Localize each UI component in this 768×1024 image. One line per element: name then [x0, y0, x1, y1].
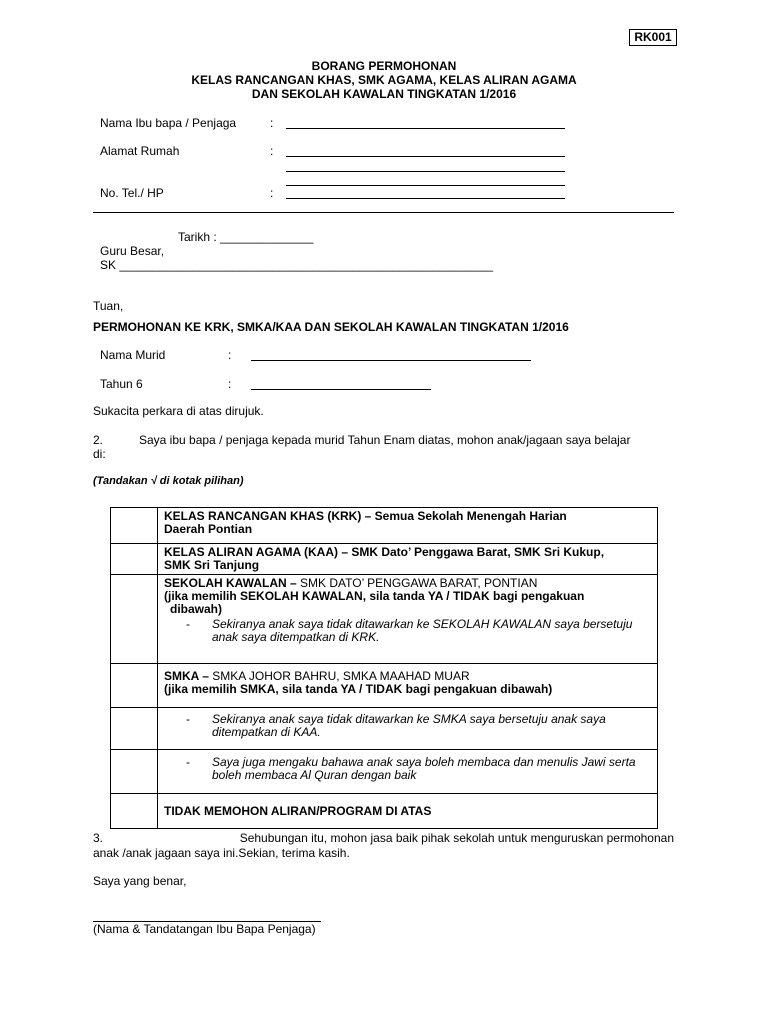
option-row-smka-declaration-1 [111, 708, 658, 750]
paragraph-2-number: 2. [93, 433, 104, 447]
option-sekolah-kawalan [158, 575, 658, 664]
addressee-line2: SK ________________________________________________________ [100, 258, 494, 272]
paragraph-2-continuation: di: [93, 447, 106, 461]
date-label: Tarikh : ______________ [178, 230, 314, 244]
option-kaa-title: KELAS ALIRAN AGAMA (KAA) – SMK Dato’ Penggawa Barat, SMK Sri Kukup, [164, 545, 605, 559]
smka-declaration-1-content [164, 713, 651, 739]
smka-declaration-2-content [164, 756, 651, 782]
checkbox-smka-declaration-2[interactable] [111, 750, 158, 794]
option-row-smka [111, 664, 658, 708]
address-label: Alamat Rumah [100, 144, 180, 158]
options-table [110, 507, 658, 829]
colon: : [270, 116, 274, 130]
smka-declaration-2 [158, 750, 658, 794]
bullet-dash: - [186, 755, 190, 769]
option-row-smka-declaration-2 [111, 750, 658, 794]
option-sekolah-kawalan-label: SEKOLAH KAWALAN – [164, 576, 297, 590]
colon: : [228, 377, 232, 391]
option-not-applying [158, 794, 658, 829]
sekolah-kawalan-declaration [164, 618, 651, 644]
paragraph-2-text: Saya ibu bapa / penjaga kepada murid Tahun Enam diatas, mohon anak/jagaan saya belajar [139, 433, 631, 447]
option-smka-schools: SMKA JOHOR BAHRU, SMKA MAAHAD MUAR [208, 669, 470, 683]
option-row-krk [111, 508, 658, 544]
signature-caption: (Nama & Tandatangan Ibu Bapa Penjaga) [93, 922, 316, 936]
checkbox-not-applying[interactable] [111, 794, 158, 829]
option-sekolah-kawalan-schools: SMK DATO’ PENGGAWA BARAT, PONTIAN [296, 576, 538, 590]
address-field-line1[interactable] [286, 156, 565, 157]
salutation: Tuan, [93, 299, 124, 313]
form-title-line2: KELAS RANCANGAN KHAS, SMK AGAMA, KELAS ALIRAN AGAMA [191, 73, 577, 87]
checkbox-sekolah-kawalan[interactable] [111, 575, 158, 664]
paragraph-1: Sukacita perkara di atas dirujuk. [93, 404, 264, 418]
student-name-field[interactable] [251, 360, 531, 361]
address-field-line2[interactable] [286, 171, 565, 172]
checkbox-krk[interactable] [111, 508, 158, 544]
option-sekolah-kawalan-condition-cont: dibawah) [170, 602, 223, 616]
colon: : [270, 186, 274, 200]
option-sekolah-kawalan-condition: (jika memilih SEKOLAH KAWALAN, sila tanda YA / TIDAK bagi pengakuan [164, 589, 585, 603]
option-row-not-applying [111, 794, 658, 829]
smka-declaration-1 [158, 708, 658, 750]
year-label: Tahun 6 [100, 377, 143, 391]
option-kaa-line2: SMK Sri Tanjung [164, 558, 260, 572]
form-title-line3: DAN SEKOLAH KAWALAN TINGKATAN 1/2016 [251, 87, 517, 101]
phone-field[interactable] [286, 198, 565, 199]
option-row-kaa [111, 544, 658, 575]
option-krk-title: KELAS RANCANGAN KHAS (KRK) – Semua Sekolah Menengah Harian [164, 509, 567, 523]
parent-name-label: Nama Ibu bapa / Penjaga [100, 116, 237, 130]
option-not-applying-text: TIDAK MEMOHON ALIRAN/PROGRAM DI ATAS [164, 803, 432, 818]
sign-off: Saya yang benar, [93, 874, 187, 888]
colon: : [270, 144, 274, 158]
paragraph-3-number: 3. [93, 831, 104, 845]
colon: : [228, 348, 232, 362]
parent-name-field[interactable] [286, 128, 565, 129]
option-row-sekolah-kawalan [111, 575, 658, 664]
addressee-line1: Guru Besar, [100, 244, 165, 258]
checkbox-smka[interactable] [111, 664, 158, 708]
smka-declaration-2-text: Saya juga mengaku bahawa anak saya boleh membaca dan menulis Jawi serta boleh membaca Al Quran dengan baik [212, 755, 636, 782]
form-title-line1: BORANG PERMOHONAN [311, 59, 457, 73]
checkbox-kaa[interactable] [111, 544, 158, 575]
tick-instruction: (Tandakan √ di kotak pilihan) [93, 475, 244, 487]
paragraph-3-text: Sehubungan itu, mohon jasa baik pihak sekolah untuk menguruskan permohonan [239, 831, 674, 845]
option-krk-line2: Daerah Pontian [164, 522, 253, 536]
student-name-label: Nama Murid [100, 348, 166, 362]
year-field[interactable] [251, 389, 431, 390]
letter-subject: PERMOHONAN KE KRK, SMKA/KAA DAN SEKOLAH KAWALAN TINGKATAN 1/2016 [93, 320, 569, 334]
section-divider [93, 212, 674, 213]
smka-declaration-1-text: Sekiranya anak saya tidak ditawarkan ke SMKA saya bersetuju anak saya ditempatkan di KAA. [212, 712, 606, 739]
option-kaa [158, 544, 658, 575]
option-krk [158, 508, 658, 544]
phone-label: No. Tel./ HP [100, 186, 164, 200]
option-smka-label: SMKA – [164, 669, 209, 683]
bullet-dash: - [186, 712, 190, 726]
paragraph-3-continuation: anak /anak jagaan saya ini.Sekian, terima kasih. [93, 846, 350, 860]
option-smka [158, 664, 658, 708]
sekolah-kawalan-declaration-text: Sekiranya anak saya tidak ditawarkan ke SEKOLAH KAWALAN saya bersetuju anak saya ditempatkan di KRK. [212, 617, 633, 644]
checkbox-smka-declaration-1[interactable] [111, 708, 158, 750]
bullet-dash: - [186, 617, 190, 631]
address-field-line3[interactable] [286, 185, 565, 186]
option-smka-condition: (jika memilih SMKA, sila tanda YA / TIDAK bagi pengakuan dibawah) [164, 682, 553, 696]
form-code: RK001 [629, 29, 677, 46]
